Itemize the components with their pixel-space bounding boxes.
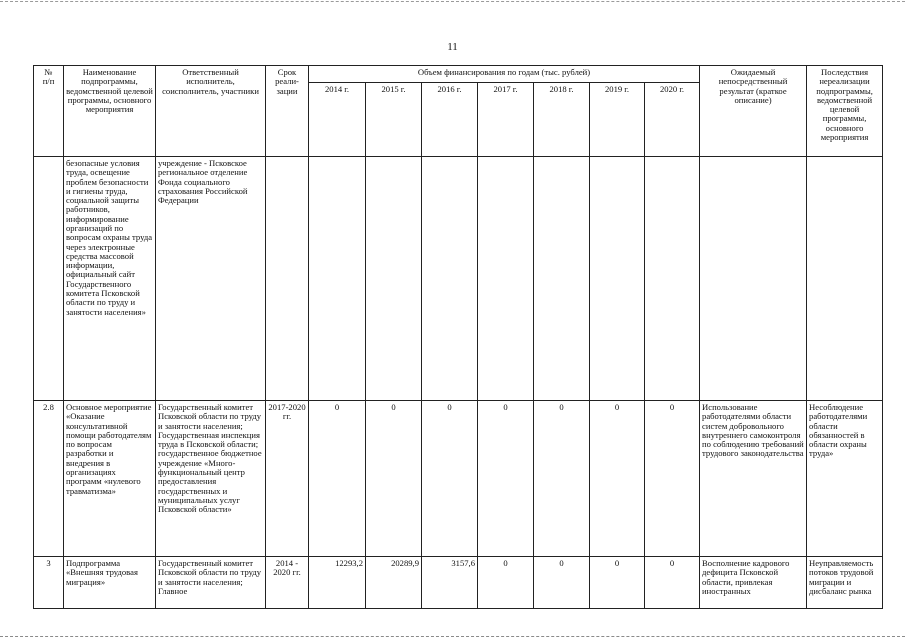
row-value: 0 [534,401,590,557]
table-row [34,401,883,557]
header-num: № п/п [34,66,64,157]
row-value [534,157,590,401]
row-responsible: учреждение - Псковское региональное отделение Фонда социального страхования Российской Федерации [156,157,266,401]
row-result [700,157,807,401]
row-value: 0 [422,401,478,557]
header-year: 2020 г. [645,83,700,157]
page-number: 11 [447,41,458,53]
row-value [590,157,645,401]
row-value: 0 [309,401,366,557]
row-num [34,157,64,401]
header-year: 2018 г. [534,83,590,157]
row-responsible: Государственный комитет Псковской области по труду и занятости населения; Главное [156,557,266,609]
header-financing: Объем финансирования по годам (тыс. рублей) [309,66,700,83]
row-value: 0 [590,557,645,609]
row-consequences: Несоблюдение работодателями области обязанностей в области охраны труда» [807,401,883,557]
row-value: 3157,6 [422,557,478,609]
header-result: Ожидаемый непосредственный результат (краткое описание) [700,66,807,157]
row-value [366,157,422,401]
header-year: 2019 г. [590,83,645,157]
row-value: 20289,9 [366,557,422,609]
row-value: 0 [366,401,422,557]
row-term: 2014 - 2020 гг. [266,557,309,609]
header-responsible: Ответственный исполнитель, соисполнитель, участники [156,66,266,157]
row-value: 12293,2 [309,557,366,609]
row-consequences [807,157,883,401]
header-name: Наименование подпрограммы, ведомственной целевой программы, основного мероприятия [64,66,156,157]
row-value: 0 [645,557,700,609]
row-value [422,157,478,401]
header-year: 2015 г. [366,83,422,157]
row-value: 0 [478,401,534,557]
header-consequences: Последствия нереализации подпрограммы, ведомственной целевой программы, основного мероприятия [807,66,883,157]
row-value: 0 [534,557,590,609]
row-name: безопасные условия труда, освещение проблем безопасности и гигиены труда, социальной защиты работников, информирование организаций по вопросам охраны труда через электронные средства массовой информации, официальный сайт Государственного комитета Псковской области по труду и занятости населения» [64,157,156,401]
scan-edge-top [0,1,905,3]
table-row [34,557,883,609]
table-row [34,157,883,401]
row-num: 3 [34,557,64,609]
row-value: 0 [478,557,534,609]
scan-edge-bottom [0,636,905,638]
row-value: 0 [645,401,700,557]
row-result: Восполнение кадрового дефицита Псковской области, привлекая иностранных [700,557,807,609]
row-name: Подпрограмма «Внешняя трудовая миграция» [64,557,156,609]
program-table [33,65,883,609]
row-term: 2017-2020 гг. [266,401,309,557]
row-value: 0 [590,401,645,557]
row-value [478,157,534,401]
header-year: 2014 г. [309,83,366,157]
row-value [309,157,366,401]
row-responsible: Государственный комитет Псковской области по труду и занятости населения; Государственная инспекция труда в Псковской области; государственное бюджетное учреждение «Много-функциональный центр предоставления государственных и муниципальных услуг Псковской области» [156,401,266,557]
header-year: 2017 г. [478,83,534,157]
row-name: Основное мероприятие «Оказание консультативной помощи работодателям по вопросам разработки и внедрения в организациях программ «нулевого травматизма» [64,401,156,557]
row-value [645,157,700,401]
header-term: Срок реали-зации [266,66,309,157]
row-result: Использование работодателями области систем добровольного внутреннего самоконтроля по соблюдению требований трудового законодательства [700,401,807,557]
row-consequences: Неуправляемость потоков трудовой миграции и дисбаланс рынка [807,557,883,609]
row-num: 2.8 [34,401,64,557]
row-term [266,157,309,401]
header-year: 2016 г. [422,83,478,157]
